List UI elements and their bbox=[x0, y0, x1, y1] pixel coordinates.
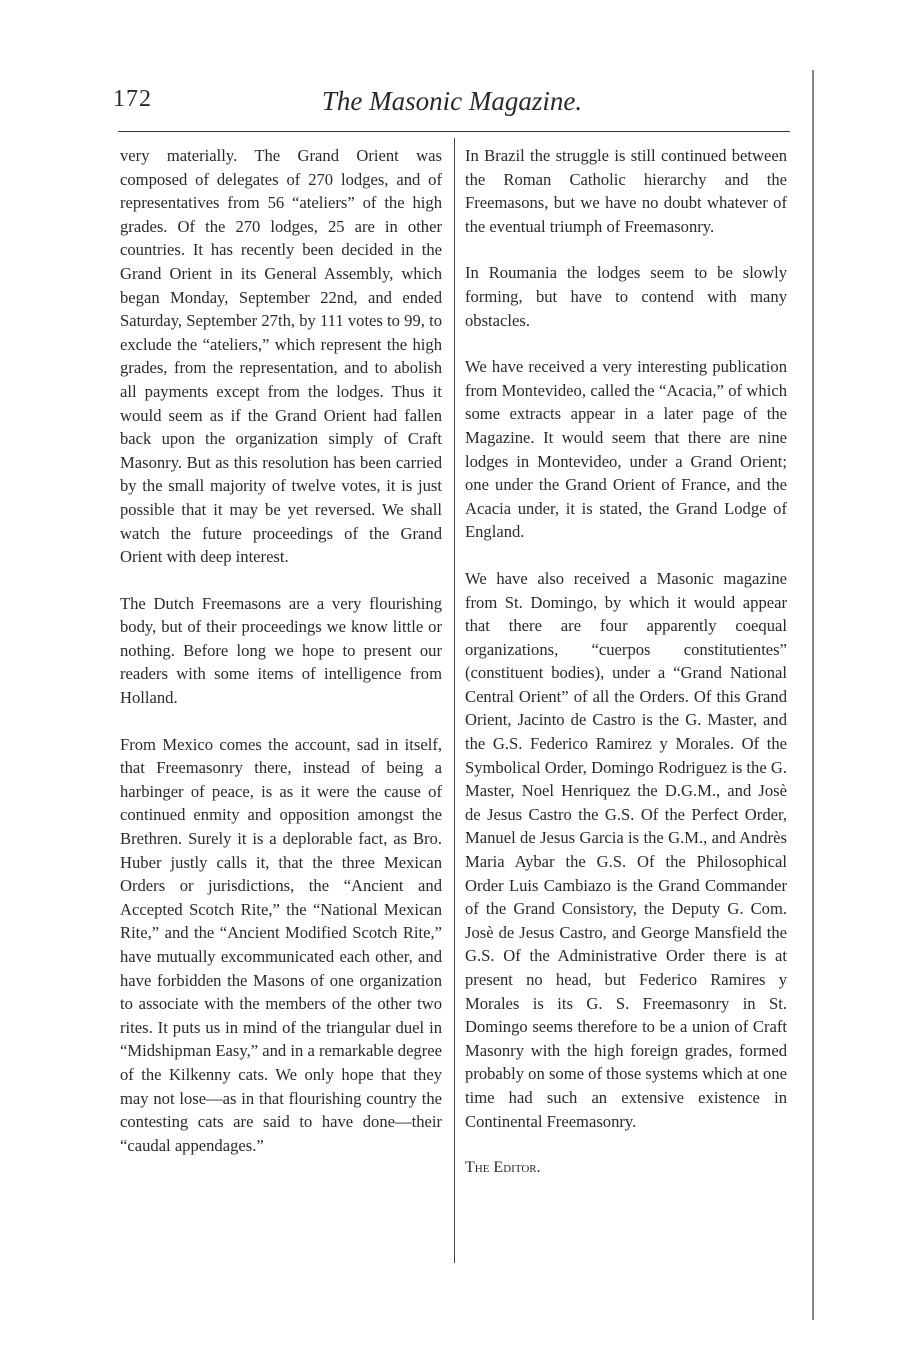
column-divider bbox=[454, 138, 455, 1263]
paragraph-grand-orient: very materially. The Grand Orient was composed of delegates of 270 lodges, and of representatives from 56 “ateliers” of the high grades. Of the 270 lodges, 25 are in other countries. It has recently been decided in the Grand Orient in its General Assembly, which began Monday, September 22nd, and ended Saturday, September 27th, by 111 votes to 99, to exclude the “ateliers,” which represent the high grades, from the representation, and to abolish all payments except from the lodges. Thus it would seem as if the Grand Orient had fallen back upon the organization simply of Craft Masonry. But as this resolution has been carried by the small majority of twelve votes, it is just possible that it may be yet reversed. We shall watch the future proceedings of the Grand Orient with deep interest. bbox=[120, 146, 442, 567]
paragraph-roumania: In Roumania the lodges seem to be slowly forming, but have to contend with many obstacles. bbox=[465, 263, 787, 330]
page-edge-mark bbox=[812, 70, 814, 1320]
left-column bbox=[120, 144, 442, 1180]
header-rule bbox=[118, 131, 790, 132]
paragraph-mexico: From Mexico comes the account, sad in itself, that Freemasonry there, instead of being a harbinger of peace, is as it were the cause of continued enmity and opposition amongst the Brethren. Surely it is a deplorable fact, as Bro. Huber justly calls it, that the three Mexican Orders or jurisdictions, the “Ancient and Accepted Scotch Rite,” the “National Mexican Rite,” and the “Ancient Modified Scotch Rite,” have mutually excommunicated each other, and have forbidden the Masons of one organization to associate with the members of the other two rites. It puts us in mind of the triangular duel in “Midshipman Easy,” and in a remarkable degree of the Kilkenny cats. We only hope that they may not lose—as in that flourishing country the contesting cats are said to have done—their “caudal appendages.” bbox=[120, 734, 442, 1155]
page-number: 172 bbox=[113, 86, 152, 112]
running-head-title: The Masonic Magazine. bbox=[321, 86, 583, 116]
paragraph-dutch-freemasons: The Dutch Freemasons are a very flourishing body, but of their proceedings we know little or nothing. Before long we hope to present our readers with some items of intelligence from Holland. bbox=[120, 593, 442, 708]
paragraph-brazil: In Brazil the struggle is still continued between the Roman Catholic hierarchy and the Freemasons, but we have no doubt whatever of the eventual triumph of Freemasonry. bbox=[465, 146, 787, 236]
editor-signature: The Editor. bbox=[465, 1159, 541, 1177]
paragraph-st-domingo: We have also received a Masonic magazine from St. Domingo, by which it would appear that there are four apparently coequal organizations, “cuerpos constitutientes” (constituent bodies), under a “Grand National Central Orient” of all the Orders. Of this Grand Orient, Jacinto de Castro is the G. Master, and the G.S. Federico Ramirez y Morales. Of the Symbolical Order, Domingo Rodriguez is the G. Master, Noel Henriquez the D.G.M., and Josè de Jesus Castro the G.S. Of the Perfect Order, Manuel de Jesus Garcia is the G.M., and Andrès Maria Aybar the G.S. Of the Philosophical Order Luis Cambiazo is the Grand Commander of the Grand Consistory, the Deputy G. Com. Josè de Jesus Castro, and George Mansfield the G.S. Of the Administrative Order there is at present no head, but Federico Ramires y Morales is its G. S. Freemasonry in St. Domingo seems therefore to be a union of Craft Masonry with the high foreign grades, formed probably on some of those systems which at one time had such an extensive existence in Continental Freemasonry. bbox=[465, 568, 787, 1131]
paragraph-montevideo: We have received a very interesting publication from Montevideo, called the “Acacia,” of which some extracts appear in a later page of the Magazine. It would seem that there are nine lodges in Montevideo, under a Grand Orient; one under the Grand Orient of France, and the Acacia under, it is stated, the Grand Lodge of England. bbox=[465, 357, 787, 542]
right-column bbox=[465, 144, 787, 1203]
